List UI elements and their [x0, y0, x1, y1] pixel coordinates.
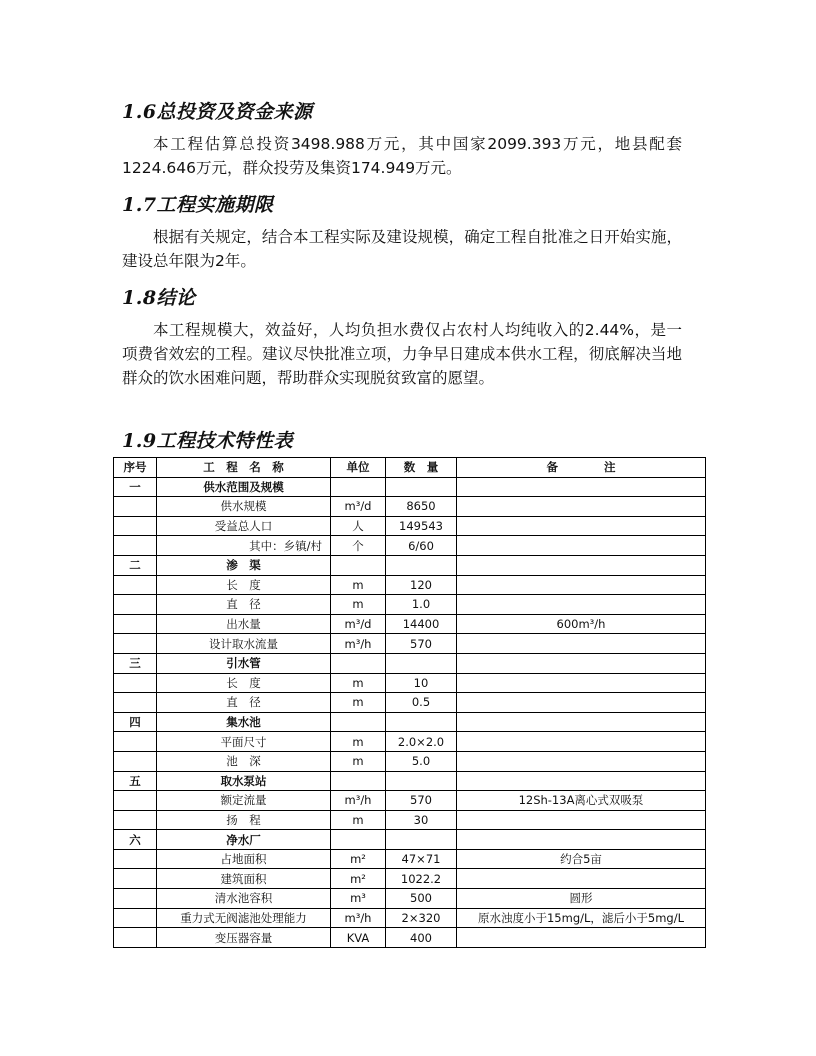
cell-unit — [331, 555, 386, 575]
cell-quantity: 570 — [386, 634, 457, 654]
cell-item-name: 重力式无阀滤池处理能力 — [157, 908, 331, 928]
cell-remarks — [457, 497, 706, 517]
cell-quantity: 47×71 — [386, 849, 457, 869]
cell-unit: m³ — [331, 889, 386, 909]
cell-index — [114, 810, 157, 830]
cell-index — [114, 849, 157, 869]
header-item-name: 工 程 名 称 — [157, 458, 331, 478]
cell-remarks — [457, 693, 706, 713]
cell-quantity — [386, 771, 457, 791]
cell-quantity: 10 — [386, 673, 457, 693]
cell-unit: m — [331, 751, 386, 771]
cell-remarks — [457, 477, 706, 497]
cell-quantity: 570 — [386, 791, 457, 811]
cell-quantity: 500 — [386, 889, 457, 909]
table-row — [114, 536, 706, 556]
cell-quantity: 400 — [386, 928, 457, 948]
cell-item-name: 供水范围及规模 — [157, 477, 331, 497]
cell-unit — [331, 830, 386, 850]
cell-item-name: 额定流量 — [157, 791, 331, 811]
cell-item-name: 平面尺寸 — [157, 732, 331, 752]
cell-unit: m³/h — [331, 791, 386, 811]
table-row — [114, 810, 706, 830]
cell-item-name: 渗 渠 — [157, 555, 331, 575]
cell-quantity: 1022.2 — [386, 869, 457, 889]
section-paragraph-1-7 — [122, 225, 682, 273]
cell-unit — [331, 653, 386, 673]
table-row — [114, 497, 706, 517]
table-row — [114, 732, 706, 752]
table-row — [114, 849, 706, 869]
table-row — [114, 653, 706, 673]
cell-quantity: 2.0×2.0 — [386, 732, 457, 752]
cell-index — [114, 497, 157, 517]
table-body — [114, 477, 706, 947]
section-heading-1-8: 1.8结论 — [122, 287, 196, 309]
cell-unit — [331, 771, 386, 791]
cell-remarks — [457, 751, 706, 771]
cell-index — [114, 751, 157, 771]
cell-item-name: 占地面积 — [157, 849, 331, 869]
table-row — [114, 889, 706, 909]
cell-index — [114, 614, 157, 634]
cell-remarks — [457, 928, 706, 948]
cell-quantity: 14400 — [386, 614, 457, 634]
cell-item-name: 供水规模 — [157, 497, 331, 517]
cell-remarks — [457, 575, 706, 595]
cell-index — [114, 791, 157, 811]
cell-remarks — [457, 634, 706, 654]
table-row — [114, 771, 706, 791]
cell-item-name: 取水泵站 — [157, 771, 331, 791]
tech-spec-table — [113, 457, 706, 948]
cell-remarks: 约合5亩 — [457, 849, 706, 869]
cell-quantity: 1.0 — [386, 595, 457, 615]
paragraph-text: 根据有关规定，结合本工程实际及建设规模，确定工程自批准之日开始实施，建设总年限为2年。 — [122, 228, 682, 270]
table-row — [114, 712, 706, 732]
cell-unit: 人 — [331, 516, 386, 536]
cell-unit — [331, 712, 386, 732]
cell-quantity — [386, 830, 457, 850]
header-unit: 单位 — [331, 458, 386, 478]
header-quantity: 数 量 — [386, 458, 457, 478]
cell-index: 二 — [114, 555, 157, 575]
cell-quantity: 2×320 — [386, 908, 457, 928]
cell-quantity: 30 — [386, 810, 457, 830]
cell-unit: m³/d — [331, 614, 386, 634]
cell-item-name: 出水量 — [157, 614, 331, 634]
section-heading-1-6: 1.6总投资及资金来源 — [122, 101, 313, 123]
section-heading-1-9: 1.9工程技术特性表 — [122, 430, 294, 452]
table-row — [114, 595, 706, 615]
cell-remarks — [457, 653, 706, 673]
cell-item-name: 扬 程 — [157, 810, 331, 830]
cell-item-name: 池 深 — [157, 751, 331, 771]
cell-remarks — [457, 595, 706, 615]
cell-unit: m — [331, 693, 386, 713]
cell-quantity — [386, 477, 457, 497]
cell-remarks — [457, 830, 706, 850]
cell-item-name: 净水厂 — [157, 830, 331, 850]
cell-remarks — [457, 771, 706, 791]
cell-item-name: 长 度 — [157, 575, 331, 595]
cell-item-name: 变压器容量 — [157, 928, 331, 948]
cell-index — [114, 595, 157, 615]
cell-quantity — [386, 653, 457, 673]
table-header-row — [114, 458, 706, 478]
cell-item-name: 建筑面积 — [157, 869, 331, 889]
cell-quantity — [386, 712, 457, 732]
cell-quantity: 149543 — [386, 516, 457, 536]
cell-unit: m — [331, 575, 386, 595]
cell-index — [114, 634, 157, 654]
cell-unit: 个 — [331, 536, 386, 556]
table-row — [114, 516, 706, 536]
cell-remarks: 圆形 — [457, 889, 706, 909]
cell-item-name: 集水池 — [157, 712, 331, 732]
cell-unit: m — [331, 810, 386, 830]
table-row — [114, 791, 706, 811]
cell-index: 六 — [114, 830, 157, 850]
cell-index — [114, 928, 157, 948]
header-index: 序号 — [114, 458, 157, 478]
section-heading-1-7: 1.7工程实施期限 — [122, 194, 274, 216]
cell-remarks — [457, 673, 706, 693]
cell-unit: m — [331, 732, 386, 752]
table-row — [114, 575, 706, 595]
paragraph-text: 本工程估算总投资3498.988万元，其中国家2099.393万元，地县配套1224.646万元，群众投劳及集资174.949万元。 — [122, 135, 682, 177]
cell-unit: m² — [331, 849, 386, 869]
cell-unit: m — [331, 673, 386, 693]
cell-remarks — [457, 536, 706, 556]
cell-remarks — [457, 555, 706, 575]
cell-remarks: 600m³/h — [457, 614, 706, 634]
section-paragraph-1-6 — [122, 132, 682, 180]
cell-quantity: 0.5 — [386, 693, 457, 713]
table-row — [114, 673, 706, 693]
table-row — [114, 693, 706, 713]
tech-spec-table-container — [113, 457, 705, 948]
cell-item-name: 其中：乡镇/村 — [157, 536, 331, 556]
table-row — [114, 908, 706, 928]
cell-quantity: 5.0 — [386, 751, 457, 771]
cell-index — [114, 869, 157, 889]
cell-index — [114, 908, 157, 928]
cell-index: 一 — [114, 477, 157, 497]
table-row — [114, 614, 706, 634]
cell-unit: m² — [331, 869, 386, 889]
cell-index: 四 — [114, 712, 157, 732]
cell-remarks — [457, 516, 706, 536]
cell-item-name: 直 径 — [157, 595, 331, 615]
cell-remarks: 12Sh-13A离心式双吸泵 — [457, 791, 706, 811]
cell-remarks: 原水浊度小于15mg/L，滤后小于5mg/L — [457, 908, 706, 928]
cell-item-name: 长 度 — [157, 673, 331, 693]
cell-index — [114, 516, 157, 536]
cell-unit — [331, 477, 386, 497]
section-paragraph-1-8 — [122, 318, 682, 390]
table-row — [114, 477, 706, 497]
cell-index — [114, 673, 157, 693]
cell-index — [114, 536, 157, 556]
cell-index — [114, 575, 157, 595]
cell-quantity: 8650 — [386, 497, 457, 517]
cell-quantity: 6/60 — [386, 536, 457, 556]
header-remarks: 备 注 — [457, 458, 706, 478]
cell-item-name: 设计取水流量 — [157, 634, 331, 654]
cell-item-name: 引水管 — [157, 653, 331, 673]
cell-item-name: 清水池容积 — [157, 889, 331, 909]
cell-remarks — [457, 869, 706, 889]
cell-index: 三 — [114, 653, 157, 673]
table-row — [114, 634, 706, 654]
table-row — [114, 928, 706, 948]
cell-unit: m³/h — [331, 634, 386, 654]
cell-quantity — [386, 555, 457, 575]
cell-quantity: 120 — [386, 575, 457, 595]
cell-remarks — [457, 732, 706, 752]
table-row — [114, 869, 706, 889]
cell-unit: KVA — [331, 928, 386, 948]
cell-item-name: 直 径 — [157, 693, 331, 713]
cell-item-name: 受益总人口 — [157, 516, 331, 536]
cell-remarks — [457, 810, 706, 830]
cell-unit: m — [331, 595, 386, 615]
cell-unit: m³/d — [331, 497, 386, 517]
table-row — [114, 751, 706, 771]
table-row — [114, 830, 706, 850]
cell-index — [114, 732, 157, 752]
cell-unit: m³/h — [331, 908, 386, 928]
cell-index — [114, 889, 157, 909]
cell-index: 五 — [114, 771, 157, 791]
cell-index — [114, 693, 157, 713]
cell-remarks — [457, 712, 706, 732]
table-row — [114, 555, 706, 575]
paragraph-text: 本工程规模大，效益好，人均负担水费仅占农村人均纯收入的2.44%，是一项费省效宏的工程。建议尽快批准立项，力争早日建成本供水工程，彻底解决当地群众的饮水困难问题，帮助群众实现脱贫致富的愿望。 — [122, 321, 682, 387]
